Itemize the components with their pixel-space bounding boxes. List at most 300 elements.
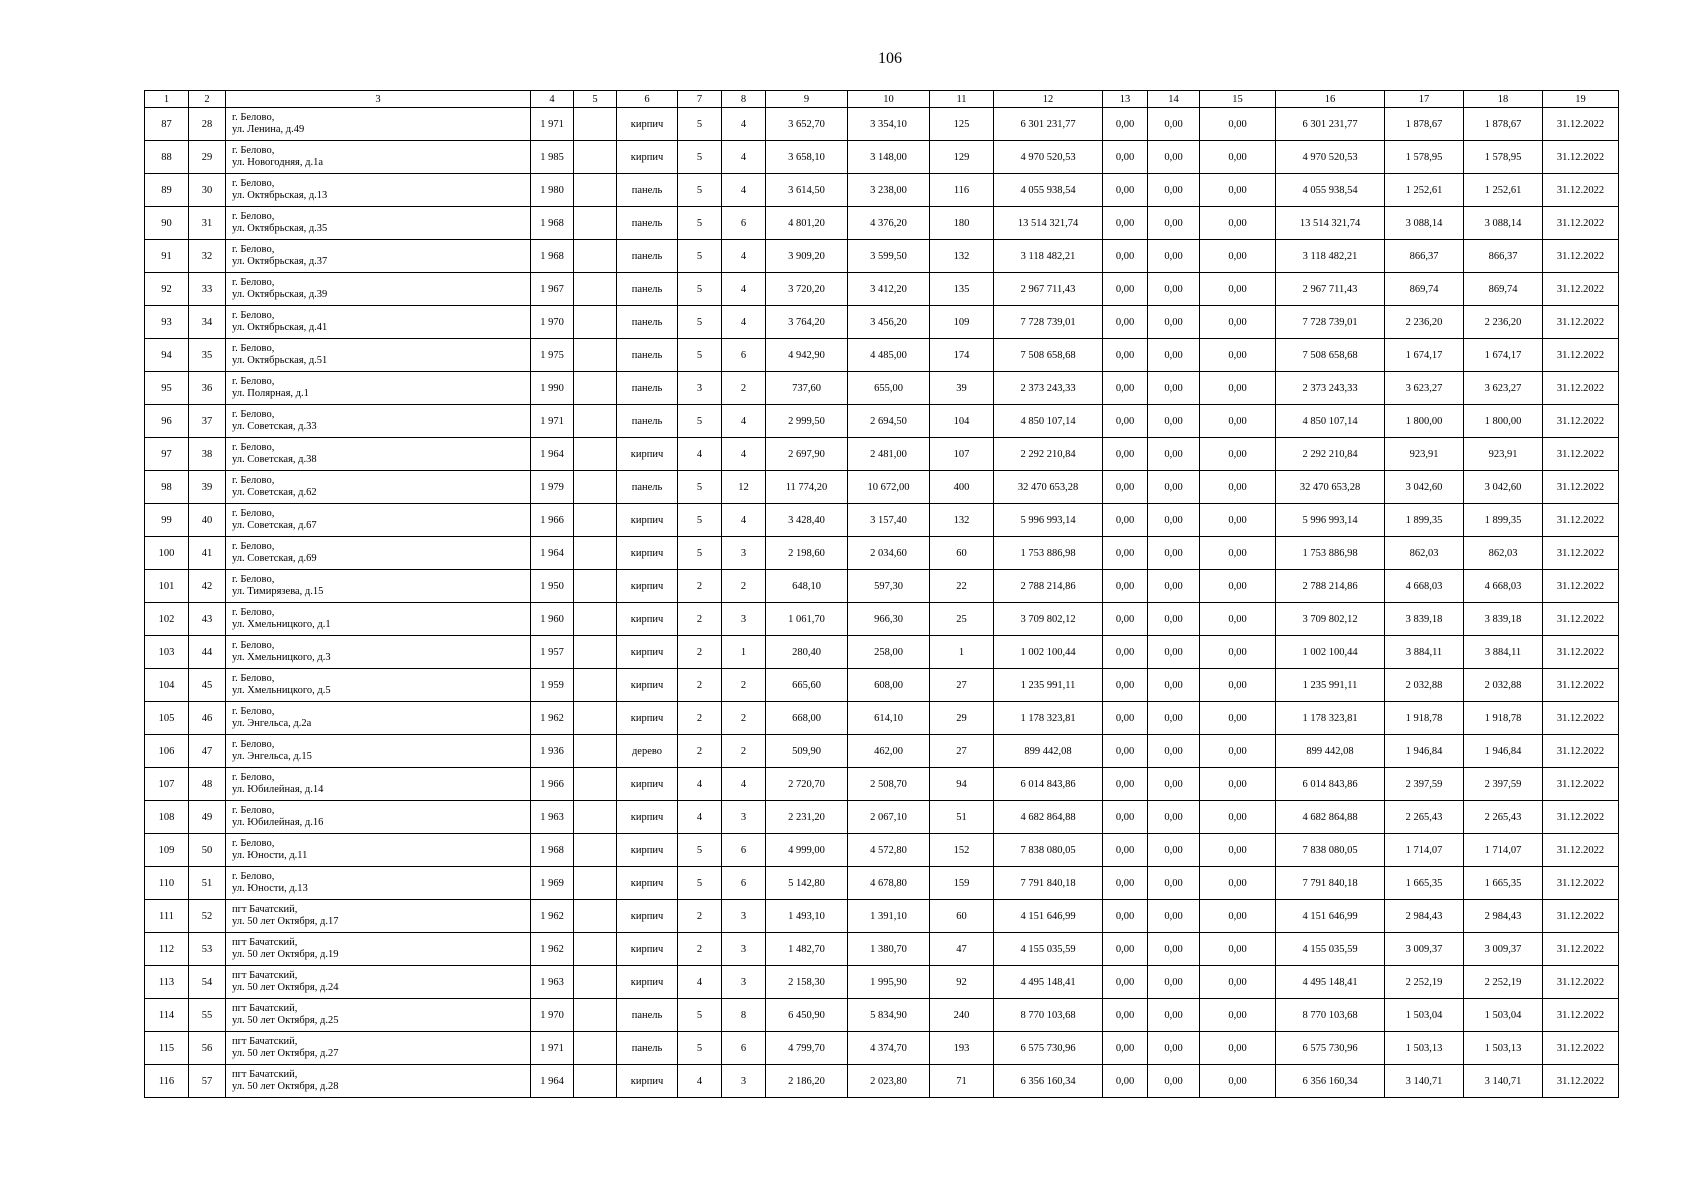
cell-col13: 0,00 <box>1103 801 1148 834</box>
cell-area-living: 3 456,20 <box>848 306 930 339</box>
cell-row-number: 92 <box>145 273 189 306</box>
cell-unit-cost-max: 1 918,78 <box>1464 702 1543 735</box>
cell-residents: 109 <box>930 306 994 339</box>
cell-wall-material: кирпич <box>617 900 678 933</box>
cell-floors: 5 <box>678 537 722 570</box>
cell-row-number: 104 <box>145 669 189 702</box>
column-header-12: 12 <box>994 91 1103 108</box>
cell-year: 1 968 <box>531 240 574 273</box>
address-street: ул. Хмельницкого, д.3 <box>232 652 331 663</box>
address-street: ул. Полярная, д.1 <box>232 388 309 399</box>
cell-area-living: 5 834,90 <box>848 999 930 1032</box>
cell-floors: 4 <box>678 801 722 834</box>
address-street: ул. Октябрьская, д.51 <box>232 355 328 366</box>
address-street: ул. 50 лет Октября, д.19 <box>232 949 339 960</box>
cell-unit-cost: 862,03 <box>1385 537 1464 570</box>
cell-wall-material: кирпич <box>617 504 678 537</box>
cell-area-total: 4 799,70 <box>766 1032 848 1065</box>
cell-residents: 400 <box>930 471 994 504</box>
cell-address <box>226 273 531 306</box>
cell-area-living: 3 599,50 <box>848 240 930 273</box>
cell-floors: 2 <box>678 702 722 735</box>
cell-year: 1 967 <box>531 273 574 306</box>
table-row <box>145 207 1619 240</box>
cell-unit-cost: 3 839,18 <box>1385 603 1464 636</box>
cell-residents: 135 <box>930 273 994 306</box>
cell-unit-cost: 3 140,71 <box>1385 1065 1464 1098</box>
cell-deadline: 31.12.2022 <box>1543 768 1619 801</box>
cell-cost-owners: 4 970 520,53 <box>1276 141 1385 174</box>
cell-item-number: 48 <box>189 768 226 801</box>
cell-unit-cost-max: 1 800,00 <box>1464 405 1543 438</box>
cell-unit-cost: 2 397,59 <box>1385 768 1464 801</box>
cell-cost-total: 4 155 035,59 <box>994 933 1103 966</box>
cell-col5 <box>574 306 617 339</box>
cell-year: 1 936 <box>531 735 574 768</box>
cell-col5 <box>574 339 617 372</box>
cell-unit-cost-max: 866,37 <box>1464 240 1543 273</box>
cell-area-total: 2 198,60 <box>766 537 848 570</box>
cell-year: 1 962 <box>531 933 574 966</box>
cell-col14: 0,00 <box>1148 438 1200 471</box>
cell-col5 <box>574 570 617 603</box>
cell-deadline: 31.12.2022 <box>1543 603 1619 636</box>
cell-area-total: 3 652,70 <box>766 108 848 141</box>
address-street: ул. Хмельницкого, д.1 <box>232 619 331 630</box>
cell-floors: 5 <box>678 273 722 306</box>
cell-wall-material: кирпич <box>617 669 678 702</box>
cell-area-total: 2 231,20 <box>766 801 848 834</box>
cell-floors: 5 <box>678 339 722 372</box>
cell-residents: 22 <box>930 570 994 603</box>
cell-cost-total: 1 178 323,81 <box>994 702 1103 735</box>
table-row <box>145 603 1619 636</box>
cell-residents: 125 <box>930 108 994 141</box>
cell-area-living: 1 995,90 <box>848 966 930 999</box>
column-header-16: 16 <box>1276 91 1385 108</box>
cell-col15: 0,00 <box>1200 504 1276 537</box>
cell-address <box>226 999 531 1032</box>
cell-col5 <box>574 636 617 669</box>
address-street: ул. Энгельса, д.15 <box>232 751 312 762</box>
cell-residents: 1 <box>930 636 994 669</box>
cell-deadline: 31.12.2022 <box>1543 504 1619 537</box>
cell-unit-cost: 1 252,61 <box>1385 174 1464 207</box>
cell-residents: 116 <box>930 174 994 207</box>
cell-cost-owners: 2 788 214,86 <box>1276 570 1385 603</box>
cell-item-number: 50 <box>189 834 226 867</box>
cell-area-total: 665,60 <box>766 669 848 702</box>
cell-unit-cost-max: 862,03 <box>1464 537 1543 570</box>
cell-area-living: 2 067,10 <box>848 801 930 834</box>
cell-area-living: 608,00 <box>848 669 930 702</box>
cell-col13: 0,00 <box>1103 273 1148 306</box>
address-locality: г. Белово, <box>232 376 275 387</box>
address-locality: г. Белово, <box>232 838 275 849</box>
cell-unit-cost: 1 578,95 <box>1385 141 1464 174</box>
cell-floors: 2 <box>678 603 722 636</box>
address-street: ул. Октябрьская, д.37 <box>232 256 328 267</box>
cell-address <box>226 966 531 999</box>
cell-wall-material: кирпич <box>617 702 678 735</box>
cell-deadline: 31.12.2022 <box>1543 537 1619 570</box>
cell-col15: 0,00 <box>1200 966 1276 999</box>
cell-address <box>226 735 531 768</box>
cell-entrances: 12 <box>722 471 766 504</box>
cell-area-living: 3 354,10 <box>848 108 930 141</box>
cell-area-total: 737,60 <box>766 372 848 405</box>
address-locality: г. Белово, <box>232 607 275 618</box>
cell-unit-cost: 1 503,13 <box>1385 1032 1464 1065</box>
cell-col14: 0,00 <box>1148 702 1200 735</box>
cell-cost-total: 2 373 243,33 <box>994 372 1103 405</box>
cell-col5 <box>574 768 617 801</box>
cell-col14: 0,00 <box>1148 471 1200 504</box>
address-locality: г. Белово, <box>232 244 275 255</box>
cell-cost-total: 4 151 646,99 <box>994 900 1103 933</box>
cell-cost-total: 2 788 214,86 <box>994 570 1103 603</box>
cell-entrances: 4 <box>722 504 766 537</box>
cell-floors: 5 <box>678 867 722 900</box>
cell-area-living: 3 412,20 <box>848 273 930 306</box>
cell-address <box>226 504 531 537</box>
address-street: ул. 50 лет Октября, д.25 <box>232 1015 339 1026</box>
address-locality: г. Белово, <box>232 574 275 585</box>
cell-floors: 4 <box>678 1065 722 1098</box>
cell-year: 1 985 <box>531 141 574 174</box>
cell-wall-material: кирпич <box>617 636 678 669</box>
cell-year: 1 962 <box>531 900 574 933</box>
cell-cost-total: 5 996 993,14 <box>994 504 1103 537</box>
address-locality: г. Белово, <box>232 772 275 783</box>
address-locality: пгт Бачатский, <box>232 1069 298 1080</box>
cell-residents: 104 <box>930 405 994 438</box>
column-header-13: 13 <box>1103 91 1148 108</box>
cell-address <box>226 801 531 834</box>
cell-col5 <box>574 537 617 570</box>
column-header-9: 9 <box>766 91 848 108</box>
cell-year: 1 964 <box>531 438 574 471</box>
cell-deadline: 31.12.2022 <box>1543 1032 1619 1065</box>
cell-area-living: 2 481,00 <box>848 438 930 471</box>
cell-residents: 25 <box>930 603 994 636</box>
cell-col13: 0,00 <box>1103 669 1148 702</box>
cell-unit-cost: 2 984,43 <box>1385 900 1464 933</box>
cell-unit-cost: 1 918,78 <box>1385 702 1464 735</box>
cell-deadline: 31.12.2022 <box>1543 174 1619 207</box>
cell-area-living: 1 391,10 <box>848 900 930 933</box>
cell-entrances: 2 <box>722 702 766 735</box>
cell-floors: 2 <box>678 570 722 603</box>
cell-deadline: 31.12.2022 <box>1543 108 1619 141</box>
cell-item-number: 57 <box>189 1065 226 1098</box>
cell-year: 1 966 <box>531 768 574 801</box>
cell-year: 1 990 <box>531 372 574 405</box>
cell-entrances: 4 <box>722 141 766 174</box>
cell-entrances: 8 <box>722 999 766 1032</box>
cell-unit-cost-max: 1 899,35 <box>1464 504 1543 537</box>
address-street: ул. Юбилейная, д.16 <box>232 817 324 828</box>
cell-area-living: 4 678,80 <box>848 867 930 900</box>
cell-col5 <box>574 735 617 768</box>
table-row <box>145 174 1619 207</box>
cell-item-number: 39 <box>189 471 226 504</box>
cell-year: 1 970 <box>531 306 574 339</box>
cell-col14: 0,00 <box>1148 306 1200 339</box>
cell-cost-owners: 6 356 160,34 <box>1276 1065 1385 1098</box>
cell-col13: 0,00 <box>1103 339 1148 372</box>
column-header-8: 8 <box>722 91 766 108</box>
cell-row-number: 91 <box>145 240 189 273</box>
address-street: ул. 50 лет Октября, д.17 <box>232 916 339 927</box>
cell-unit-cost-max: 2 397,59 <box>1464 768 1543 801</box>
cell-year: 1 964 <box>531 1065 574 1098</box>
cell-item-number: 44 <box>189 636 226 669</box>
cell-col13: 0,00 <box>1103 735 1148 768</box>
column-header-1: 1 <box>145 91 189 108</box>
table-row <box>145 768 1619 801</box>
cell-entrances: 3 <box>722 966 766 999</box>
cell-area-total: 4 999,00 <box>766 834 848 867</box>
cell-row-number: 94 <box>145 339 189 372</box>
cell-deadline: 31.12.2022 <box>1543 471 1619 504</box>
cell-row-number: 99 <box>145 504 189 537</box>
cell-item-number: 49 <box>189 801 226 834</box>
cell-address <box>226 768 531 801</box>
address-locality: г. Белово, <box>232 673 275 684</box>
cell-cost-total: 7 791 840,18 <box>994 867 1103 900</box>
cell-wall-material: панель <box>617 405 678 438</box>
cell-wall-material: кирпич <box>617 867 678 900</box>
address-street: ул. Советская, д.69 <box>232 553 317 564</box>
cell-wall-material: кирпич <box>617 834 678 867</box>
cell-year: 1 980 <box>531 174 574 207</box>
address-street: ул. Юности, д.13 <box>232 883 308 894</box>
column-header-7: 7 <box>678 91 722 108</box>
cell-address <box>226 240 531 273</box>
cell-row-number: 108 <box>145 801 189 834</box>
cell-cost-owners: 4 055 938,54 <box>1276 174 1385 207</box>
cell-item-number: 32 <box>189 240 226 273</box>
cell-cost-owners: 4 155 035,59 <box>1276 933 1385 966</box>
cell-col14: 0,00 <box>1148 801 1200 834</box>
cell-year: 1 964 <box>531 537 574 570</box>
cell-col13: 0,00 <box>1103 537 1148 570</box>
address-locality: г. Белово, <box>232 409 275 420</box>
cell-deadline: 31.12.2022 <box>1543 999 1619 1032</box>
table-row <box>145 702 1619 735</box>
cell-col14: 0,00 <box>1148 339 1200 372</box>
cell-wall-material: кирпич <box>617 141 678 174</box>
cell-col15: 0,00 <box>1200 405 1276 438</box>
cell-area-total: 2 720,70 <box>766 768 848 801</box>
address-locality: г. Белово, <box>232 706 275 717</box>
cell-address <box>226 207 531 240</box>
cell-unit-cost: 1 665,35 <box>1385 867 1464 900</box>
cell-entrances: 4 <box>722 405 766 438</box>
address-street: ул. 50 лет Октября, д.27 <box>232 1048 339 1059</box>
cell-unit-cost-max: 2 236,20 <box>1464 306 1543 339</box>
cell-wall-material: кирпич <box>617 1065 678 1098</box>
cell-address <box>226 834 531 867</box>
cell-area-living: 4 376,20 <box>848 207 930 240</box>
cell-area-total: 1 061,70 <box>766 603 848 636</box>
cell-row-number: 116 <box>145 1065 189 1098</box>
cell-cost-owners: 1 235 991,11 <box>1276 669 1385 702</box>
cell-floors: 5 <box>678 306 722 339</box>
cell-col14: 0,00 <box>1148 1065 1200 1098</box>
cell-col15: 0,00 <box>1200 306 1276 339</box>
cell-entrances: 6 <box>722 834 766 867</box>
cell-col15: 0,00 <box>1200 537 1276 570</box>
cell-entrances: 6 <box>722 1032 766 1065</box>
cell-cost-total: 1 753 886,98 <box>994 537 1103 570</box>
cell-wall-material: кирпич <box>617 537 678 570</box>
cell-residents: 129 <box>930 141 994 174</box>
address-locality: г. Белово, <box>232 178 275 189</box>
cell-unit-cost-max: 3 623,27 <box>1464 372 1543 405</box>
cell-unit-cost: 2 265,43 <box>1385 801 1464 834</box>
cell-unit-cost: 1 800,00 <box>1385 405 1464 438</box>
cell-col5 <box>574 240 617 273</box>
cell-floors: 5 <box>678 108 722 141</box>
cell-col15: 0,00 <box>1200 339 1276 372</box>
cell-wall-material: панель <box>617 306 678 339</box>
cell-col14: 0,00 <box>1148 273 1200 306</box>
cell-cost-owners: 4 151 646,99 <box>1276 900 1385 933</box>
cell-col5 <box>574 405 617 438</box>
cell-cost-total: 4 850 107,14 <box>994 405 1103 438</box>
cell-unit-cost-max: 2 032,88 <box>1464 669 1543 702</box>
cell-area-total: 509,90 <box>766 735 848 768</box>
cell-cost-owners: 7 838 080,05 <box>1276 834 1385 867</box>
cell-floors: 5 <box>678 999 722 1032</box>
cell-col14: 0,00 <box>1148 933 1200 966</box>
cell-col15: 0,00 <box>1200 933 1276 966</box>
cell-entrances: 4 <box>722 306 766 339</box>
cell-col5 <box>574 999 617 1032</box>
cell-entrances: 6 <box>722 207 766 240</box>
cell-cost-owners: 5 996 993,14 <box>1276 504 1385 537</box>
address-locality: г. Белово, <box>232 442 275 453</box>
table-row <box>145 438 1619 471</box>
cell-entrances: 3 <box>722 900 766 933</box>
cell-address <box>226 108 531 141</box>
cell-col5 <box>574 900 617 933</box>
cell-wall-material: дерево <box>617 735 678 768</box>
cell-item-number: 31 <box>189 207 226 240</box>
cell-col13: 0,00 <box>1103 702 1148 735</box>
cell-item-number: 43 <box>189 603 226 636</box>
cell-unit-cost-max: 1 503,04 <box>1464 999 1543 1032</box>
cell-address <box>226 636 531 669</box>
table-row <box>145 339 1619 372</box>
cell-col15: 0,00 <box>1200 702 1276 735</box>
cell-col15: 0,00 <box>1200 174 1276 207</box>
cell-col13: 0,00 <box>1103 108 1148 141</box>
cell-col14: 0,00 <box>1148 504 1200 537</box>
cell-deadline: 31.12.2022 <box>1543 405 1619 438</box>
cell-residents: 159 <box>930 867 994 900</box>
cell-col14: 0,00 <box>1148 867 1200 900</box>
cell-area-total: 6 450,90 <box>766 999 848 1032</box>
cell-cost-total: 4 055 938,54 <box>994 174 1103 207</box>
cell-col5 <box>574 669 617 702</box>
cell-area-living: 2 508,70 <box>848 768 930 801</box>
table-row <box>145 504 1619 537</box>
cell-area-total: 3 909,20 <box>766 240 848 273</box>
cell-col5 <box>574 1065 617 1098</box>
cell-wall-material: панель <box>617 999 678 1032</box>
cell-unit-cost: 3 042,60 <box>1385 471 1464 504</box>
cell-item-number: 28 <box>189 108 226 141</box>
cell-wall-material: панель <box>617 372 678 405</box>
cell-row-number: 112 <box>145 933 189 966</box>
cell-unit-cost: 869,74 <box>1385 273 1464 306</box>
cell-unit-cost: 1 503,04 <box>1385 999 1464 1032</box>
cell-col5 <box>574 966 617 999</box>
cell-col14: 0,00 <box>1148 207 1200 240</box>
cell-item-number: 30 <box>189 174 226 207</box>
cell-unit-cost: 1 674,17 <box>1385 339 1464 372</box>
cell-col5 <box>574 471 617 504</box>
cell-row-number: 96 <box>145 405 189 438</box>
cell-col14: 0,00 <box>1148 768 1200 801</box>
cell-col13: 0,00 <box>1103 405 1148 438</box>
cell-row-number: 109 <box>145 834 189 867</box>
cell-unit-cost-max: 2 265,43 <box>1464 801 1543 834</box>
cell-cost-owners: 1 753 886,98 <box>1276 537 1385 570</box>
cell-row-number: 103 <box>145 636 189 669</box>
cell-deadline: 31.12.2022 <box>1543 339 1619 372</box>
cell-col15: 0,00 <box>1200 801 1276 834</box>
cell-area-total: 2 158,30 <box>766 966 848 999</box>
cell-col15: 0,00 <box>1200 735 1276 768</box>
cell-area-living: 614,10 <box>848 702 930 735</box>
cell-address <box>226 306 531 339</box>
cell-col14: 0,00 <box>1148 669 1200 702</box>
cell-area-living: 3 238,00 <box>848 174 930 207</box>
table-row <box>145 636 1619 669</box>
cell-col15: 0,00 <box>1200 768 1276 801</box>
cell-item-number: 53 <box>189 933 226 966</box>
cell-unit-cost: 3 009,37 <box>1385 933 1464 966</box>
cell-col5 <box>574 603 617 636</box>
cell-col14: 0,00 <box>1148 735 1200 768</box>
table-row <box>145 834 1619 867</box>
cell-area-total: 3 428,40 <box>766 504 848 537</box>
address-locality: г. Белово, <box>232 871 275 882</box>
cell-floors: 4 <box>678 768 722 801</box>
cell-unit-cost: 3 623,27 <box>1385 372 1464 405</box>
cell-col15: 0,00 <box>1200 240 1276 273</box>
cell-col15: 0,00 <box>1200 108 1276 141</box>
address-locality: г. Белово, <box>232 541 275 552</box>
cell-cost-total: 32 470 653,28 <box>994 471 1103 504</box>
cell-area-total: 3 614,50 <box>766 174 848 207</box>
address-locality: г. Белово, <box>232 508 275 519</box>
cell-area-total: 5 142,80 <box>766 867 848 900</box>
cell-wall-material: кирпич <box>617 603 678 636</box>
cell-col5 <box>574 372 617 405</box>
cell-item-number: 56 <box>189 1032 226 1065</box>
cell-cost-owners: 1 002 100,44 <box>1276 636 1385 669</box>
cell-col5 <box>574 174 617 207</box>
cell-col13: 0,00 <box>1103 999 1148 1032</box>
cell-address <box>226 603 531 636</box>
cell-floors: 2 <box>678 933 722 966</box>
column-number-header-row <box>145 91 1619 108</box>
